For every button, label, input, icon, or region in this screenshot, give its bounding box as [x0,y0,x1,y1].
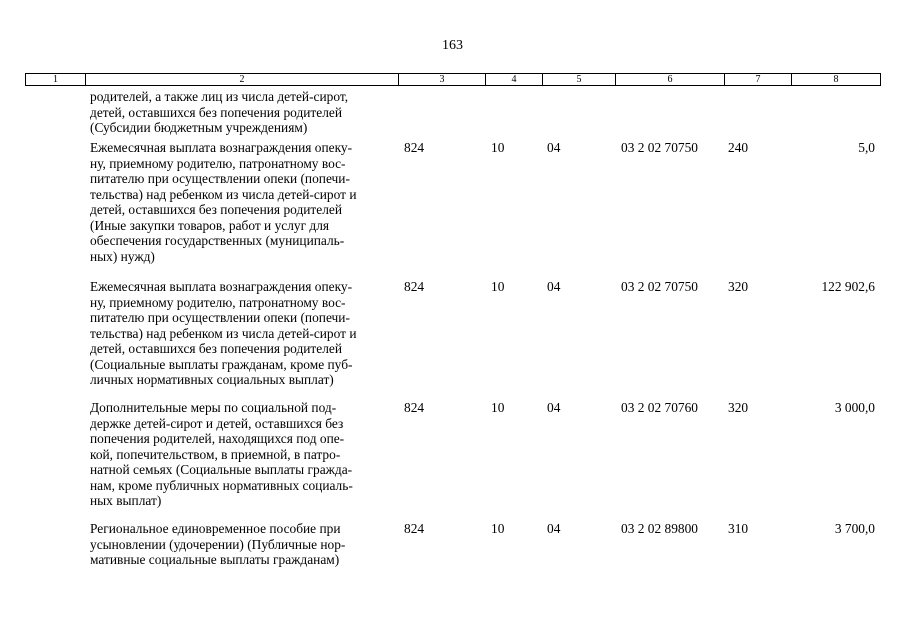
row-subsection-code: 04 [547,400,561,415]
column-number-header [25,73,881,86]
row-target-article-code: 03 2 02 70750 [621,279,698,294]
row-section-code: 10 [491,400,505,415]
header-col-4: 4 [486,74,543,86]
row-description: Региональное единовременное пособие при усыновлении (удочерении) (Публичные нор- мативные социальные выплаты гражданам) [90,521,346,567]
row-description: родителей, а также лиц из числа детей-сирот, детей, оставшихся без попечения родителей (Субсидии бюджетным учреждениям) [90,89,349,135]
header-col-5: 5 [543,74,616,86]
row-sum: 3 000,0 [834,400,875,415]
row-admin-code: 824 [404,521,425,536]
header-col-8: 8 [792,74,881,86]
header-col-2: 2 [86,74,399,86]
row-subsection-code: 04 [547,279,561,294]
header-col-3: 3 [399,74,486,86]
row-admin-code: 824 [404,140,425,155]
row-admin-code: 824 [404,400,425,415]
header-row [26,74,881,86]
row-sum: 3 700,0 [834,521,875,536]
row-target-article-code: 03 2 02 89800 [621,521,698,536]
row-expense-type-code: 240 [728,140,749,155]
row-description: Дополнительные меры по социальной под- держке детей-сирот и детей, оставшихся без попечения родителей, находящихся под опе- кой, попечительством, в приемной, в патро- натной семьях (Социальные выплаты гражда- нам, кроме публичных нормативных социаль- ных выплат) [90,400,353,508]
row-target-article-code: 03 2 02 70760 [621,400,698,415]
row-expense-type-code: 310 [728,521,749,536]
header-col-7: 7 [725,74,792,86]
row-sum: 122 902,6 [821,279,875,294]
row-section-code: 10 [491,521,505,536]
row-expense-type-code: 320 [728,400,749,415]
row-subsection-code: 04 [547,140,561,155]
row-expense-type-code: 320 [728,279,749,294]
row-sum: 5,0 [858,140,875,155]
row-subsection-code: 04 [547,521,561,536]
row-section-code: 10 [491,140,505,155]
row-admin-code: 824 [404,279,425,294]
row-description: Ежемесячная выплата вознаграждения опеку- ну, приемному родителю, патронатному вос- питателю при осуществлении опеки (попечи- тельства) над ребенком из числа детей-сирот и детей, оставшихся без попечения родителей (Социальные выплаты гражданам, кроме пуб- личных нормативных социальных выплат) [90,279,357,387]
header-col-6: 6 [616,74,725,86]
row-section-code: 10 [491,279,505,294]
row-target-article-code: 03 2 02 70750 [621,140,698,155]
row-description: Ежемесячная выплата вознаграждения опеку- ну, приемному родителю, патронатному вос- питателю при осуществлении опеки (попечи- тельства) над ребенком из числа детей-сирот и детей, оставшихся без попечения родителей (Иные закупки товаров, работ и услуг для обеспечения государственных (муниципаль- ных) нужд) [90,140,357,264]
header-col-1: 1 [26,74,86,86]
page-number: 163 [442,38,463,53]
